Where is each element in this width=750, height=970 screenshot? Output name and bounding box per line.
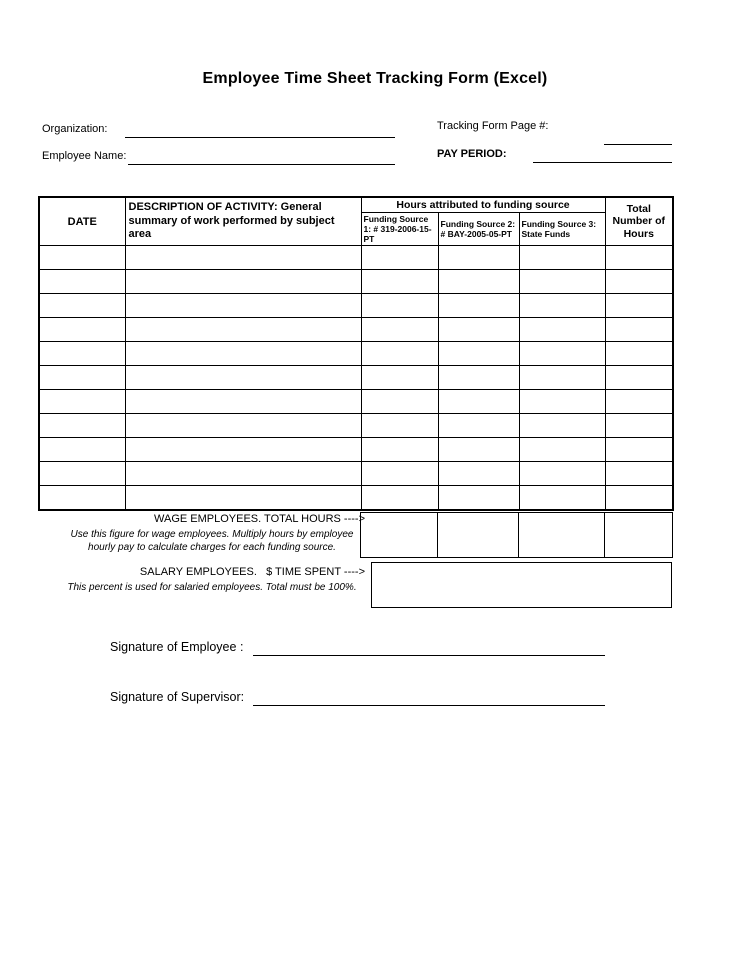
cell-fs3[interactable] bbox=[519, 390, 605, 414]
table-row bbox=[39, 318, 673, 342]
wage-total-hours-cell[interactable] bbox=[605, 513, 673, 558]
cell-date[interactable] bbox=[39, 390, 125, 414]
cell-fs3[interactable] bbox=[519, 462, 605, 486]
cell-description[interactable] bbox=[125, 270, 361, 294]
cell-fs2[interactable] bbox=[438, 414, 519, 438]
cell-fs3[interactable] bbox=[519, 342, 605, 366]
cell-fs3[interactable] bbox=[519, 438, 605, 462]
funding-source-2-header: Funding Source 2: # BAY-2005-05-PT bbox=[438, 212, 519, 246]
cell-total[interactable] bbox=[605, 366, 673, 390]
cell-fs2[interactable] bbox=[438, 318, 519, 342]
cell-description[interactable] bbox=[125, 366, 361, 390]
pay-period-line[interactable] bbox=[533, 147, 672, 163]
total-hours-header: Total Number of Hours bbox=[605, 197, 673, 246]
employee-name-label: Employee Name: bbox=[42, 150, 127, 162]
cell-fs2[interactable] bbox=[438, 438, 519, 462]
timesheet-body bbox=[39, 246, 673, 510]
cell-date[interactable] bbox=[39, 486, 125, 510]
cell-date[interactable] bbox=[39, 414, 125, 438]
cell-description[interactable] bbox=[125, 246, 361, 270]
cell-date[interactable] bbox=[39, 270, 125, 294]
cell-fs1[interactable] bbox=[361, 294, 438, 318]
cell-date[interactable] bbox=[39, 462, 125, 486]
cell-total[interactable] bbox=[605, 462, 673, 486]
signature-employee-label: Signature of Employee : bbox=[110, 640, 244, 654]
cell-date[interactable] bbox=[39, 342, 125, 366]
cell-date[interactable] bbox=[39, 246, 125, 270]
cell-fs2[interactable] bbox=[438, 366, 519, 390]
cell-total[interactable] bbox=[605, 270, 673, 294]
wage-totals-row bbox=[361, 513, 673, 558]
timesheet-table bbox=[38, 196, 674, 511]
cell-fs2[interactable] bbox=[438, 390, 519, 414]
cell-fs3[interactable] bbox=[519, 270, 605, 294]
cell-fs1[interactable] bbox=[361, 486, 438, 510]
cell-description[interactable] bbox=[125, 390, 361, 414]
organization-label: Organization: bbox=[42, 123, 108, 135]
cell-fs2[interactable] bbox=[438, 342, 519, 366]
cell-total[interactable] bbox=[605, 318, 673, 342]
date-header: DATE bbox=[39, 197, 125, 246]
table-row bbox=[39, 270, 673, 294]
cell-fs2[interactable] bbox=[438, 462, 519, 486]
cell-fs1[interactable] bbox=[361, 342, 438, 366]
signature-supervisor-line[interactable] bbox=[253, 687, 605, 706]
wage-totals-cells bbox=[360, 512, 673, 558]
timesheet-header bbox=[39, 197, 673, 246]
cell-description[interactable] bbox=[125, 294, 361, 318]
cell-total[interactable] bbox=[605, 294, 673, 318]
pay-period-label: PAY PERIOD: bbox=[437, 148, 507, 160]
cell-fs1[interactable] bbox=[361, 390, 438, 414]
cell-fs1[interactable] bbox=[361, 366, 438, 390]
header-group-row bbox=[39, 197, 673, 212]
cell-fs1[interactable] bbox=[361, 270, 438, 294]
cell-fs3[interactable] bbox=[519, 486, 605, 510]
funding-source-1-header: Funding Source 1: # 319-2006-15-PT bbox=[361, 212, 438, 246]
cell-fs3[interactable] bbox=[519, 246, 605, 270]
cell-fs3[interactable] bbox=[519, 294, 605, 318]
cell-fs2[interactable] bbox=[438, 294, 519, 318]
wage-total-fs2-cell[interactable] bbox=[438, 513, 519, 558]
wage-note-line1: Use this figure for wage employees. Multiply hours by employee bbox=[70, 529, 354, 540]
cell-description[interactable] bbox=[125, 318, 361, 342]
cell-fs1[interactable] bbox=[361, 246, 438, 270]
cell-total[interactable] bbox=[605, 342, 673, 366]
cell-total[interactable] bbox=[605, 486, 673, 510]
salary-time-spent-cell[interactable] bbox=[371, 562, 672, 608]
funding-group-header: Hours attributed to funding source bbox=[361, 197, 605, 212]
tracking-form-page-label: Tracking Form Page #: bbox=[437, 120, 549, 132]
table-row bbox=[39, 390, 673, 414]
cell-fs3[interactable] bbox=[519, 414, 605, 438]
wage-total-fs3-cell[interactable] bbox=[519, 513, 605, 558]
cell-total[interactable] bbox=[605, 414, 673, 438]
cell-date[interactable] bbox=[39, 318, 125, 342]
table-row bbox=[39, 486, 673, 510]
cell-fs2[interactable] bbox=[438, 486, 519, 510]
cell-date[interactable] bbox=[39, 366, 125, 390]
tracking-form-page-line[interactable] bbox=[604, 131, 672, 145]
wage-total-label: WAGE EMPLOYEES. TOTAL HOURS ----> bbox=[154, 513, 365, 525]
cell-total[interactable] bbox=[605, 390, 673, 414]
cell-fs3[interactable] bbox=[519, 318, 605, 342]
cell-fs1[interactable] bbox=[361, 318, 438, 342]
cell-description[interactable] bbox=[125, 438, 361, 462]
cell-fs2[interactable] bbox=[438, 270, 519, 294]
cell-description[interactable] bbox=[125, 462, 361, 486]
wage-note-line2: hourly pay to calculate charges for each funding source. bbox=[88, 542, 336, 553]
cell-fs1[interactable] bbox=[361, 438, 438, 462]
table-row bbox=[39, 366, 673, 390]
table-row bbox=[39, 414, 673, 438]
cell-total[interactable] bbox=[605, 438, 673, 462]
table-row bbox=[39, 294, 673, 318]
cell-fs1[interactable] bbox=[361, 414, 438, 438]
cell-total[interactable] bbox=[605, 246, 673, 270]
cell-description[interactable] bbox=[125, 414, 361, 438]
organization-line[interactable] bbox=[125, 122, 395, 138]
page-title: Employee Time Sheet Tracking Form (Excel) bbox=[202, 70, 548, 87]
salary-note: This percent is used for salaried employees. Total must be 100%. bbox=[67, 582, 357, 593]
employee-name-line[interactable] bbox=[128, 149, 395, 165]
table-row bbox=[39, 462, 673, 486]
wage-total-fs1-cell[interactable] bbox=[361, 513, 438, 558]
cell-fs3[interactable] bbox=[519, 366, 605, 390]
cell-description[interactable] bbox=[125, 342, 361, 366]
table-row bbox=[39, 438, 673, 462]
cell-date[interactable] bbox=[39, 438, 125, 462]
cell-fs2[interactable] bbox=[438, 246, 519, 270]
signature-employee-line[interactable] bbox=[253, 637, 605, 656]
cell-fs1[interactable] bbox=[361, 462, 438, 486]
signature-supervisor-label: Signature of Supervisor: bbox=[110, 690, 245, 704]
cell-date[interactable] bbox=[39, 294, 125, 318]
funding-source-3-header: Funding Source 3: State Funds bbox=[519, 212, 605, 246]
table-row bbox=[39, 342, 673, 366]
salary-time-spent-label: SALARY EMPLOYEES. $ TIME SPENT ----> bbox=[139, 566, 365, 578]
cell-description[interactable] bbox=[125, 486, 361, 510]
description-header: DESCRIPTION OF ACTIVITY: General summary of work performed by subject area bbox=[125, 197, 361, 246]
table-row bbox=[39, 246, 673, 270]
